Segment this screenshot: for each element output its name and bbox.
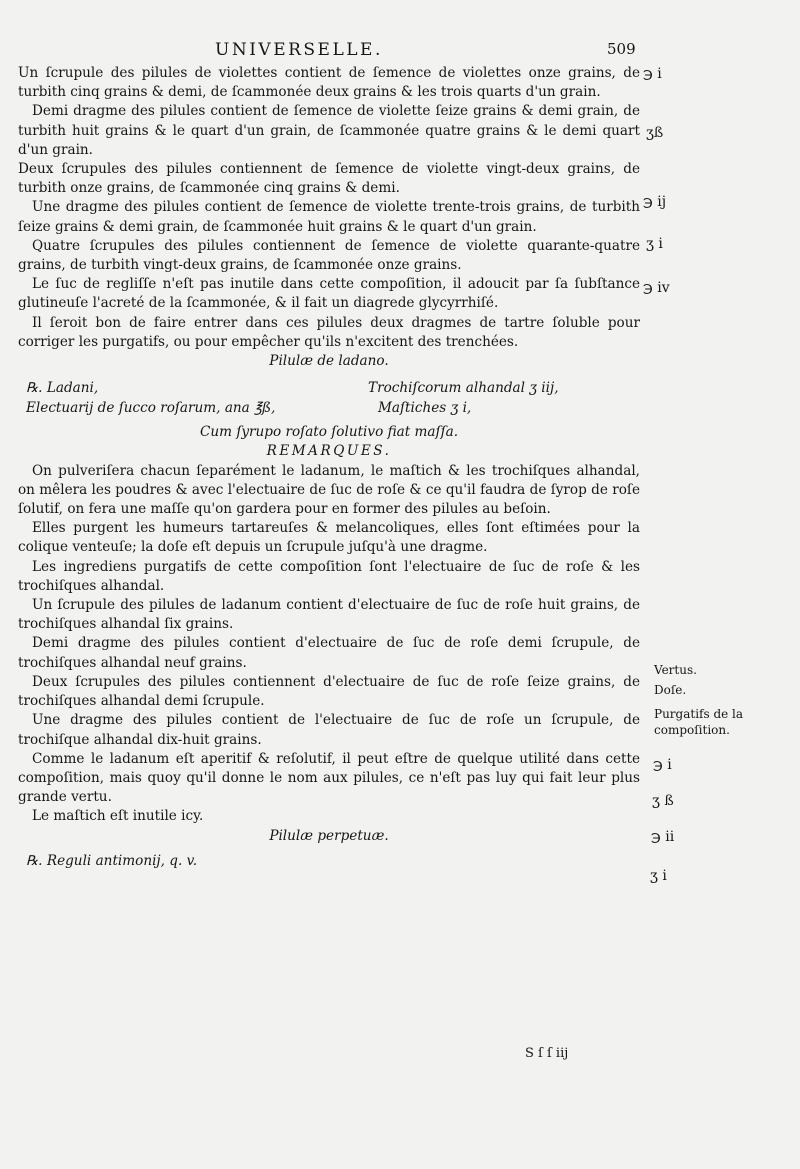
paragraph: Elles purgent les humeurs tartareuſes & melancoliques, elles ſont eſtimées pour la colique venteuſe; la doſe eſt depuis un ſcrupule juſqu'à une dragme. bbox=[18, 520, 640, 556]
margin-dose-symbol: ℈ i bbox=[653, 757, 672, 773]
section-heading: Pilulæ de ladano. bbox=[269, 353, 389, 370]
paragraph: On pulveriſera chacun ſeparément le ladanum, le maſtich & les trochiſques alhandal, on mêlera les poudres & avec l'electuaire de ſuc de roſe & ce qu'il faudra de ſyrop de roſe ſolutif, on fera une maſſe qu'on gardera pour en former des pilules au beſoin. bbox=[18, 462, 640, 518]
section-heading: Pilulæ perpetuæ. bbox=[269, 827, 389, 844]
margin-dose-symbol: ʒ i bbox=[646, 236, 663, 252]
paragraph: Le ſuc de regliſſe n'eſt pas inutile dans cette compoſition, il adoucit par ſa ſubſtance glutineuſe l'acreté de la ſcammonée, & il fait un diagrede glycyrrhiſé. bbox=[18, 276, 640, 312]
recipe-instruction: Cum ſyrupo roſato ſolutivo fiat maſſa. bbox=[199, 424, 459, 441]
margin-dose-symbol: ℈ ii bbox=[651, 829, 675, 845]
running-title: UNIVERSELLE. bbox=[215, 40, 383, 60]
paragraph: Il ſeroit bon de faire entrer dans ces pilules deux dragmes de tartre ſoluble pour corriger les purgatifs, ou pour empêcher qu'ils n'excitent des trenchées. bbox=[18, 314, 640, 350]
section-heading: REMARQUES. bbox=[266, 443, 392, 460]
paragraph: Les ingrediens purgatifs de cette compoſition ſont l'electuaire de ſuc de roſe & les trochiſques alhandal. bbox=[18, 558, 640, 594]
paragraph: Une dragme des pilules contient de l'electuaire de ſuc de roſe un ſcrupule, de trochiſque alhandal dix-huit grains. bbox=[18, 712, 640, 748]
recipe-ingredient: ℞. Ladani, bbox=[26, 380, 99, 397]
margin-dose-symbol: ℈ iv bbox=[643, 280, 670, 296]
paragraph: Un ſcrupule des pilules de violettes contient de ſemence de violettes onze grains, de turbith cinq grains & demi, de ſcammonée deux grains & les trois quarts d'un grain. bbox=[18, 65, 640, 101]
recipe-ingredient: Trochiſcorum alhandal ʒ iij, bbox=[368, 380, 559, 397]
page-number: 509 bbox=[607, 40, 636, 58]
paragraph: Quatre ſcrupules des pilules contiennent de ſemence de violette quarante-quatre grains, de turbith vingt-deux grains, de ſcammonée onze grains. bbox=[18, 237, 640, 274]
paragraph: Un ſcrupule des pilules de ladanum contient d'electuaire de ſuc de roſe huit grains, de trochiſques alhandal ſix grains. bbox=[18, 597, 640, 633]
recipe-ingredient: Electuarij de ſucco roſarum, ana ℥ß, bbox=[26, 400, 276, 417]
margin-dose-symbol: ʒß bbox=[646, 125, 664, 141]
main-text bbox=[18, 64, 640, 871]
paragraph: Demi dragme des pilules contient d'electuaire de ſuc de roſe demi ſcrupule, de trochiſques alhandal neuf grains. bbox=[18, 635, 640, 671]
margin-dose-symbol: ʒ i bbox=[650, 868, 667, 884]
recipe-ingredient: Maſtiches ʒ i, bbox=[378, 400, 472, 417]
page-header bbox=[0, 40, 800, 66]
margin-dose-symbol: ℈ i bbox=[643, 66, 662, 82]
margin-dose-symbol: ʒ ß bbox=[652, 793, 674, 809]
paragraph: Comme le ladanum eſt aperitif & reſolutif, il peut eſtre de quelque utilité dans cette compoſition, mais quoy qu'il donne le nom aux pilules, ce n'eſt pas luy qui fait leur plus grande vertu. bbox=[18, 750, 640, 806]
margin-dose-symbol: ℈ ij bbox=[643, 194, 667, 210]
margin-note-vertus: Vertus. bbox=[654, 663, 697, 677]
signature-mark: S ſ ſ iij bbox=[525, 1046, 569, 1061]
paragraph: Le maſtich eſt inutile icy. bbox=[32, 808, 204, 825]
paragraph: Deux ſcrupules des pilules contiennent de ſemence de violette vingt-deux grains, de turbith onze grains, de ſcammonée cinq grains & demi. bbox=[18, 161, 640, 197]
paragraph: Deux ſcrupules des pilules contiennent d'electuaire de ſuc de roſe ſeize grains, de trochiſques alhandal demi ſcrupule. bbox=[18, 673, 640, 710]
recipe-block bbox=[18, 379, 640, 423]
recipe-ingredient: ℞. Reguli antimonij, q. v. bbox=[26, 852, 198, 869]
paragraph: Une dragme des pilules contient de ſemence de violette trente-trois grains, de turbith ſeize grains & demi grain, de ſcammonée huit grains & le quart d'un grain. bbox=[18, 199, 640, 235]
margin-note-dose: Doſe. bbox=[654, 683, 687, 697]
margin-note-purgatifs: Purgatifs de la compoſition. bbox=[654, 707, 744, 737]
paragraph: Demi dragme des pilules contient de ſemence de violette ſeize grains & demi grain, de turbith huit grains & le quart d'un grain, de ſcammonée quatre grains & le demi quart d'un grain. bbox=[18, 103, 640, 158]
